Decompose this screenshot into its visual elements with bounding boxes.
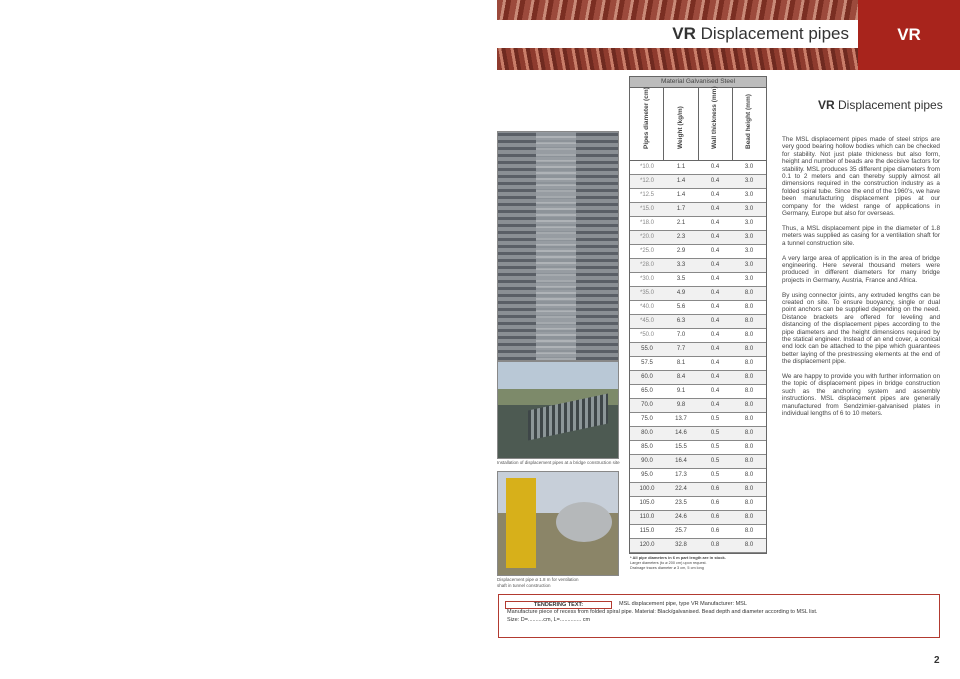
table-cell: *12.0 (639, 178, 654, 184)
table-cell: 8.0 (744, 416, 754, 422)
table-row (630, 483, 766, 497)
table-cell: 8.0 (744, 318, 754, 324)
table-cell: 90.0 (641, 458, 653, 464)
table-cell: 3.0 (744, 220, 754, 226)
header-banner-top (497, 0, 858, 20)
table-cell: 0.4 (710, 276, 720, 282)
table-cell: 0.5 (710, 458, 720, 464)
table-cell: *30.0 (639, 276, 654, 282)
table-notes: * All pipe diameters in 6 m part length are in stock. Larger diameters (to ø 200 cm) upon request. Drainage traces diameter ø 3 cm, 5 cm long (630, 555, 726, 570)
table-cell: 65.0 (641, 388, 653, 394)
table-cell: 100.0 (639, 486, 655, 492)
table-row (630, 161, 766, 175)
table-cell: 8.0 (744, 472, 754, 478)
table-cell: 110.0 (639, 514, 655, 520)
table-cell: 60.0 (641, 374, 653, 380)
paragraph: A very large area of application is in the area of bridge engineering. Here several thousand meters were produced in different diameters for many bridge projects in Germany, Austria, France and Africa. (782, 254, 940, 284)
table-cell: 8.0 (744, 374, 754, 380)
table-cell: 25.7 (675, 528, 687, 534)
table-cell: 0.4 (710, 178, 720, 184)
table-cell: 2.1 (676, 220, 686, 226)
bridge-site-photo (497, 361, 619, 459)
table-cell: 3.0 (744, 262, 754, 268)
table-cell: *40.0 (639, 304, 654, 310)
table-cell: 80.0 (641, 430, 653, 436)
table-cell: 0.4 (710, 290, 720, 296)
table-header (630, 88, 766, 161)
table-row (630, 511, 766, 525)
table-cell: 0.4 (710, 374, 720, 380)
crane-pipe-photo (497, 471, 619, 576)
table-cell: 120.0 (639, 542, 655, 548)
table-cell: 8.0 (744, 290, 754, 296)
table-cell: 0.4 (710, 192, 720, 198)
col-header: Wall thickness (mm) (699, 88, 733, 160)
table-cell: *10.0 (639, 164, 654, 170)
table-cell: 32.8 (675, 542, 687, 548)
table-cell: 0.5 (710, 430, 720, 436)
section-title: VR Displacement pipes (818, 98, 943, 112)
table-cell: 5.6 (676, 304, 686, 310)
table-row (630, 175, 766, 189)
table-cell: 3.3 (676, 262, 686, 268)
table-cell: 16.4 (675, 458, 687, 464)
table-cell: 3.0 (744, 206, 754, 212)
table-cell: 0.4 (710, 234, 720, 240)
table-row (630, 315, 766, 329)
table-row (630, 427, 766, 441)
page-number: 2 (934, 655, 940, 666)
table-row (630, 259, 766, 273)
table-cell: 2.9 (676, 248, 686, 254)
table-cell: 8.1 (676, 360, 686, 366)
section-tab: VR (858, 0, 960, 70)
col-header: Bead height (mm) (745, 94, 753, 149)
table-cell: 3.0 (744, 192, 754, 198)
tendering-line: MSL displacement pipe, type VR Manufacturer: MSL (619, 601, 747, 607)
table-row (630, 441, 766, 455)
table-cell: 3.0 (744, 178, 754, 184)
table-cell: 0.5 (710, 444, 720, 450)
table-cell: 0.6 (710, 528, 720, 534)
tendering-label: TENDERING TEXT: (505, 601, 612, 609)
table-title: Material Galvanised Steel (630, 77, 766, 88)
table-cell: 105.0 (639, 500, 655, 506)
table-cell: *45.0 (639, 318, 654, 324)
table-cell: 8.0 (744, 528, 754, 534)
table-cell: 0.4 (710, 206, 720, 212)
paragraph: We are happy to provide you with further information on the topic of displacement pipes in bridge construction such as the anchoring system and assembly instructions. MSL displacement pipes are generally manufactured from Sendzimier-galvanised plates in individual lengths of 6 to 10 meters. (782, 373, 940, 418)
table-cell: 95.0 (641, 472, 653, 478)
table-cell: 3.0 (744, 248, 754, 254)
page-title: VR Displacement pipes (672, 24, 849, 43)
table-cell: 0.4 (710, 332, 720, 338)
table-cell: 0.5 (710, 472, 720, 478)
table-cell: 1.7 (676, 206, 686, 212)
table-cell: 8.0 (744, 430, 754, 436)
body-text (782, 136, 940, 417)
table-cell: 8.0 (744, 486, 754, 492)
table-cell: 4.9 (676, 290, 686, 296)
table-cell: 8.4 (676, 374, 686, 380)
table-cell: *35.0 (639, 290, 654, 296)
table-cell: 6.3 (676, 318, 686, 324)
table-row (630, 301, 766, 315)
table-cell: 3.0 (744, 276, 754, 282)
col-header: Weight (kg/m) (664, 88, 698, 160)
table-cell: 85.0 (641, 444, 653, 450)
photo-caption-tunnel: Displacement pipe ø 1.8 m for ventilation shaft in tunnel construction (497, 577, 579, 588)
table-cell: 8.0 (744, 388, 754, 394)
table-cell: 0.4 (710, 248, 720, 254)
table-row (630, 329, 766, 343)
tendering-box (498, 594, 940, 638)
table-cell: 9.1 (676, 388, 686, 394)
tendering-line: Manufacture piece of recess from folded spiral pipe. Material: Black/galvanised. Bead depth and diameter according to MSL list. (507, 609, 818, 615)
table-cell: 0.4 (710, 304, 720, 310)
table-cell: 0.4 (710, 164, 720, 170)
table-cell: 3.5 (676, 276, 686, 282)
table-cell: 7.0 (676, 332, 686, 338)
table-row (630, 469, 766, 483)
table-cell: 0.4 (710, 346, 720, 352)
table-cell: 14.6 (675, 430, 687, 436)
paragraph: Thus, a MSL displacement pipe in the diameter of 1.8 meters was supplied as casing for a ventilation shaft for a tunnel construction site. (782, 224, 940, 247)
table-cell: 0.5 (710, 416, 720, 422)
table-cell: 3.0 (744, 164, 754, 170)
table-cell: 0.4 (710, 388, 720, 394)
table-row (630, 539, 766, 553)
table-row (630, 203, 766, 217)
table-cell: 70.0 (641, 402, 653, 408)
paragraph: By using connector joints, any extruded lengths can be created on site. To ensure buoyancy, single or dual point anchors can be supplied depending on the need. Distance brackets are offered for leveling and distancing of the displacement pipes according to the pipe diameters and the height dimensions required by the statical engineer. Instead of an end cover, a conical end lock can be attached to the pipe which guarantees better laying of the prestressing elements at the end of the displacement pipe. (782, 291, 940, 366)
table-cell: 8.0 (744, 458, 754, 464)
table-row (630, 343, 766, 357)
header-banner-bottom (497, 48, 858, 70)
photo-caption-bridge: Installation of displacement pipes at a bridge construction site (497, 460, 620, 465)
table-cell: 8.0 (744, 402, 754, 408)
table-row (630, 287, 766, 301)
table-cell: 0.4 (710, 262, 720, 268)
table-cell: 8.0 (744, 542, 754, 548)
table-cell: 0.6 (710, 486, 720, 492)
table-row (630, 413, 766, 427)
table-cell: 8.0 (744, 360, 754, 366)
table-row (630, 385, 766, 399)
table-row (630, 497, 766, 511)
table-body (630, 161, 766, 553)
table-cell: 115.0 (639, 528, 655, 534)
paragraph: The MSL displacement pipes made of steel strips are very good bearing hollow bodies which can be checked for stability. Not just plate thickness but also form, height and number of beads are the decisive factors for stability. MSL produces 35 different pipe diameters from 0.1 to 2 meters and can thereby supply almost all dimensions required in the construction industry as a folded spiral tube. Since the end of the 1960's, we have been manufacturing displacement pipes at our company for the widest range of applications in Germany, Europe but also for overseas. (782, 136, 940, 218)
table-row (630, 231, 766, 245)
pipe-spec-table (629, 76, 767, 554)
tendering-line: Size: D=..........cm, L=.............. cm (507, 617, 591, 623)
col-header: Pipes diameter (cm) (630, 88, 664, 160)
table-cell: 0.4 (710, 360, 720, 366)
table-row (630, 455, 766, 469)
table-cell: *28.0 (639, 262, 654, 268)
table-cell: 1.4 (676, 178, 686, 184)
table-cell: 8.0 (744, 346, 754, 352)
table-cell: 9.8 (676, 402, 686, 408)
table-cell: 0.4 (710, 402, 720, 408)
table-cell: 13.7 (675, 416, 687, 422)
table-cell: 2.3 (676, 234, 686, 240)
table-cell: 22.4 (675, 486, 687, 492)
table-cell: *20.0 (639, 234, 654, 240)
table-row (630, 399, 766, 413)
table-cell: 8.0 (744, 444, 754, 450)
table-cell: 7.7 (676, 346, 686, 352)
rebar-pipe-photo (497, 131, 619, 361)
table-cell: 0.6 (710, 500, 720, 506)
table-cell: 15.5 (675, 444, 687, 450)
table-cell: 8.0 (744, 514, 754, 520)
table-row (630, 245, 766, 259)
table-cell: 55.0 (641, 346, 653, 352)
table-cell: *18.0 (639, 220, 654, 226)
table-row (630, 273, 766, 287)
table-cell: 8.0 (744, 500, 754, 506)
table-cell: *25.0 (639, 248, 654, 254)
table-row (630, 371, 766, 385)
table-cell: *12.5 (639, 192, 654, 198)
table-cell: 0.6 (710, 514, 720, 520)
table-cell: 0.4 (710, 220, 720, 226)
table-cell: 57.5 (641, 360, 653, 366)
table-cell: 1.1 (676, 164, 686, 170)
table-row (630, 189, 766, 203)
table-cell: 0.8 (710, 542, 720, 548)
table-cell: 8.0 (744, 304, 754, 310)
table-cell: *15.0 (639, 206, 654, 212)
table-cell: 0.4 (710, 318, 720, 324)
table-cell: 17.3 (675, 472, 687, 478)
table-row (630, 525, 766, 539)
table-cell: 24.6 (675, 514, 687, 520)
table-cell: 75.0 (641, 416, 653, 422)
table-cell: 23.5 (675, 500, 687, 506)
table-row (630, 217, 766, 231)
table-cell: 8.0 (744, 332, 754, 338)
table-cell: *50.0 (639, 332, 654, 338)
table-row (630, 357, 766, 371)
table-cell: 3.0 (744, 234, 754, 240)
table-cell: 1.4 (676, 192, 686, 198)
